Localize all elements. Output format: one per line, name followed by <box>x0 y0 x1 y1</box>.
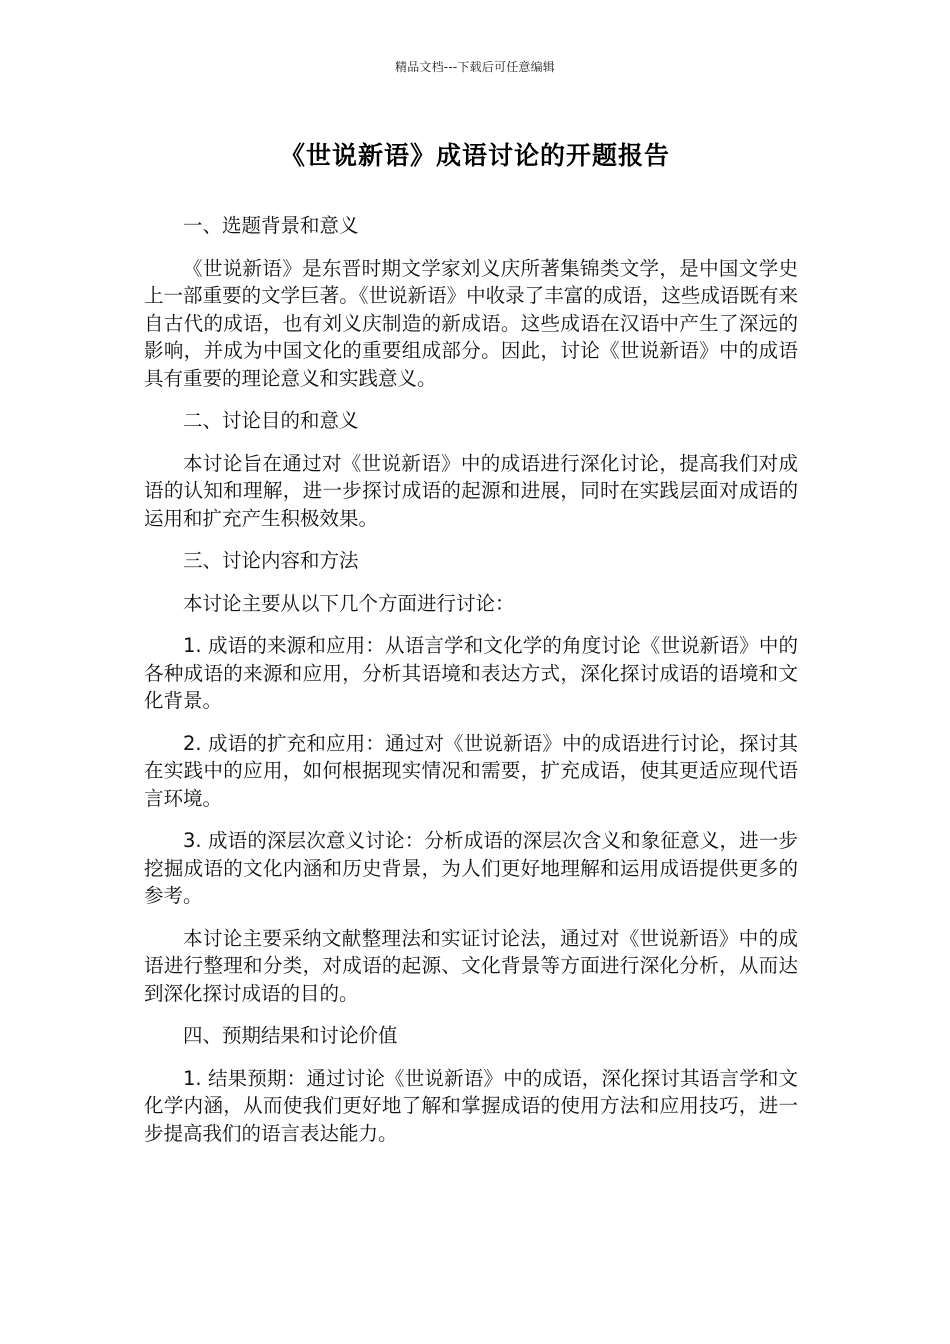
section-heading-expected-results: 四、预期结果和讨论价值 <box>183 1024 398 1047</box>
list-item-expansion: 2. 成语的扩充和应用：通过对《世说新语》中的成语进行讨论，探讨其在实践中的应用，如何根据现实情况和需要，扩充成语，使其更适应现代语言环境。 <box>144 731 798 810</box>
list-item-origin: 1. 成语的来源和应用：从语言学和文化学的角度讨论《世说新语》中的各种成语的来源和应用，分析其语境和表达方式，深化探讨成语的语境和文化背景。 <box>144 634 798 712</box>
header-note: 精品文档---下载后可任意编辑 <box>395 60 555 74</box>
section-heading-content-method: 三、讨论内容和方法 <box>183 549 359 572</box>
paragraph-method: 本讨论主要采纳文献整理法和实证讨论法，通过对《世说新语》中的成语进行整理和分类，对成语的起源、文化背景等方面进行深化分析，从而达到深化探讨成语的目的。 <box>144 926 798 1005</box>
section-heading-purpose: 二、讨论目的和意义 <box>183 409 359 432</box>
paragraph-content-intro: 本讨论主要从以下几个方面进行讨论： <box>183 591 515 615</box>
paragraph-purpose: 本讨论旨在通过对《世说新语》中的成语进行深化讨论，提高我们对成语的认知和理解，进一步探讨成语的起源和进展，同时在实践层面对成语的运用和扩充产生积极效果。 <box>144 451 798 530</box>
paragraph-background: 《世说新语》是东晋时期文学家刘义庆所著集锦类文学，是中国文学史上一部重要的文学巨著。《世说新语》中收录了丰富的成语，这些成语既有来自古代的成语，也有刘义庆制造的新成语。这些成语在汉语中产生了深远的影响，并成为中国文化的重要组成部分。因此，讨论《世说新语》中的成语具有重要的理论意义和实践意义。 <box>144 256 798 390</box>
document-body <box>144 212 798 1162</box>
list-item-result-expectation: 1. 结果预期：通过讨论《世说新语》中的成语，深化探讨其语言学和文化学内涵，从而使我们更好地了解和掌握成语的使用方法和应用技巧，进一步提高我们的语言表达能力。 <box>144 1066 798 1145</box>
section-heading-background: 一、选题背景和意义 <box>183 214 359 237</box>
list-item-deep-meaning: 3. 成语的深层次意义讨论：分析成语的深层次含义和象征意义，进一步挖掘成语的文化内涵和历史背景，为人们更好地理解和运用成语提供更多的参考。 <box>144 829 798 907</box>
document-title: 《世说新语》成语讨论的开题报告 <box>279 141 670 170</box>
